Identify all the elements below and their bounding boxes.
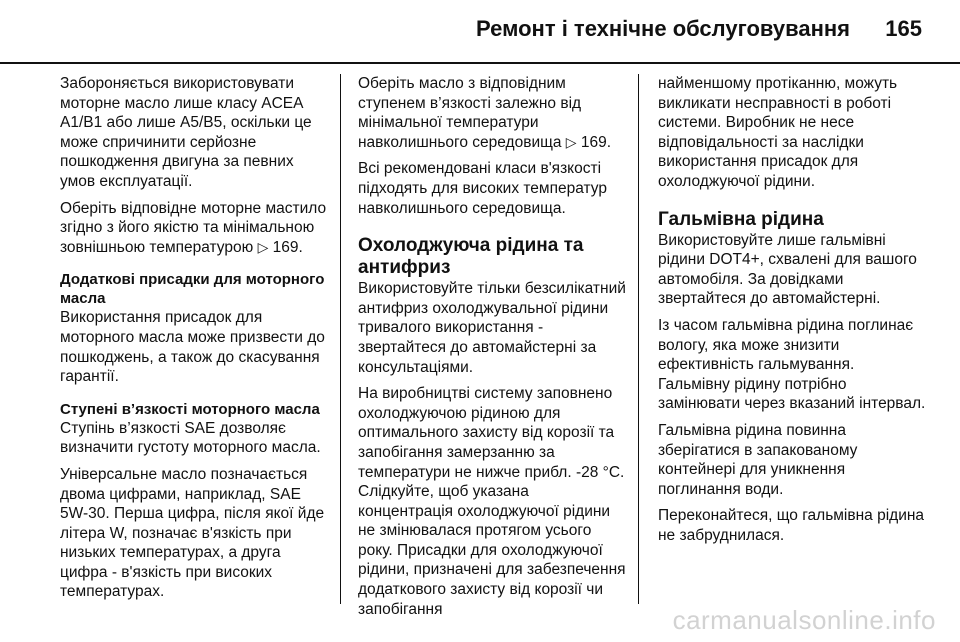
section-heading: Ступені в’язкості моторного масла [60,400,320,418]
paragraph [60,199,328,258]
section-heading: Додаткові присадки для моторного масла [60,271,325,308]
column-2 [358,74,626,626]
paragraph: Використовуйте тільки безсилікатний антифриз охолоджувальної рідини тривалого використання - звертайтеся до автомайстерні за консультаціями. [358,280,626,376]
paragraph: Із часом гальмівна рідина поглинає вологу, яка може знизити ефективність гальмування. Гальмівну рідину потрібно замінювати через вказаний інтервал. [658,316,926,413]
paragraph: Переконайтеся, що гальмівна рідина не забруднилася. [658,507,925,544]
page-reference: 169. [580,133,612,151]
watermark: carmanualsonline.info [672,605,936,635]
column-divider [638,74,639,604]
paragraph: Ступінь в’язкості SAE дозволяє визначити густоту моторного масла. [60,419,321,457]
section-heading: Охолоджуюча рідина та антифриз [358,235,584,279]
page-header [0,0,960,62]
page-number: 165 [885,16,922,41]
paragraph: Використання присадок для моторного масла може призвести до пошкоджень, а також до скасування гарантії. [60,309,325,386]
paragraph [358,74,626,152]
arrow-reference-icon: ▷ [565,133,577,150]
paragraph: На виробництві систему заповнено охолоджуючою рідиною для оптимального захисту від корозії та запобігання замерзанню за температури не нижче прибл. -28 °C. Слідкуйте, щоб указана концентрація охолоджуючої рідини не змінювалася протягом усього року. Присадки для охолоджуючої рідини, призначені для забезпечення додаткового захисту від корозії чи запобігання [358,385,626,618]
page-title: Ремонт і технічне обслуговування [476,16,850,41]
paragraph: Використовуйте лише гальмівні рідини DOT4+, схвалені для вашого автомобіля. За довідками звертайтеся до автомайстерні. [658,231,917,308]
column-3 [658,74,928,552]
paragraph: найменшому протіканню, можуть викликати несправності в роботі системи. Виробник не несе відповідальності за наслідки використання присадок для охолоджуючої рідини. [658,75,898,190]
column-1 [60,74,328,609]
arrow-reference-icon: ▷ [257,238,269,255]
paragraph-text: Оберіть відповідне моторне мастило згідно з його якістю та мінімальною зовнішньою температурою [60,199,327,256]
paragraph: Забороняється використовувати моторне масло лише класу ACEA A1/B1 або лише A5/B5, оскільки це може спричинити серйозне пошкодження двигуна за певних умов експлуатації. [60,75,312,190]
paragraph: Універсальне масло позначається двома цифрами, наприклад, SAE 5W-30. Перша цифра, після якої йде літера W, позначає в'язкість при низьких температурах, а друга цифра - в'язкість при високих температурах. [60,465,325,601]
paragraph: Всі рекомендовані класи в'язкості підходять для високих температур навколишнього середовища. [358,160,607,217]
section-heading: Гальмівна рідина [658,208,824,230]
paragraph: Гальмівна рідина повинна зберігатися в запакованому контейнері для уникнення поглинання води. [658,421,858,498]
page-reference: 169. [272,238,303,256]
column-divider [340,74,341,604]
paragraph-text: Оберіть масло з відповідним ступенем в’язкості залежно від мінімальної температури навколишнього середовища [358,75,582,151]
header-rule [0,62,960,64]
